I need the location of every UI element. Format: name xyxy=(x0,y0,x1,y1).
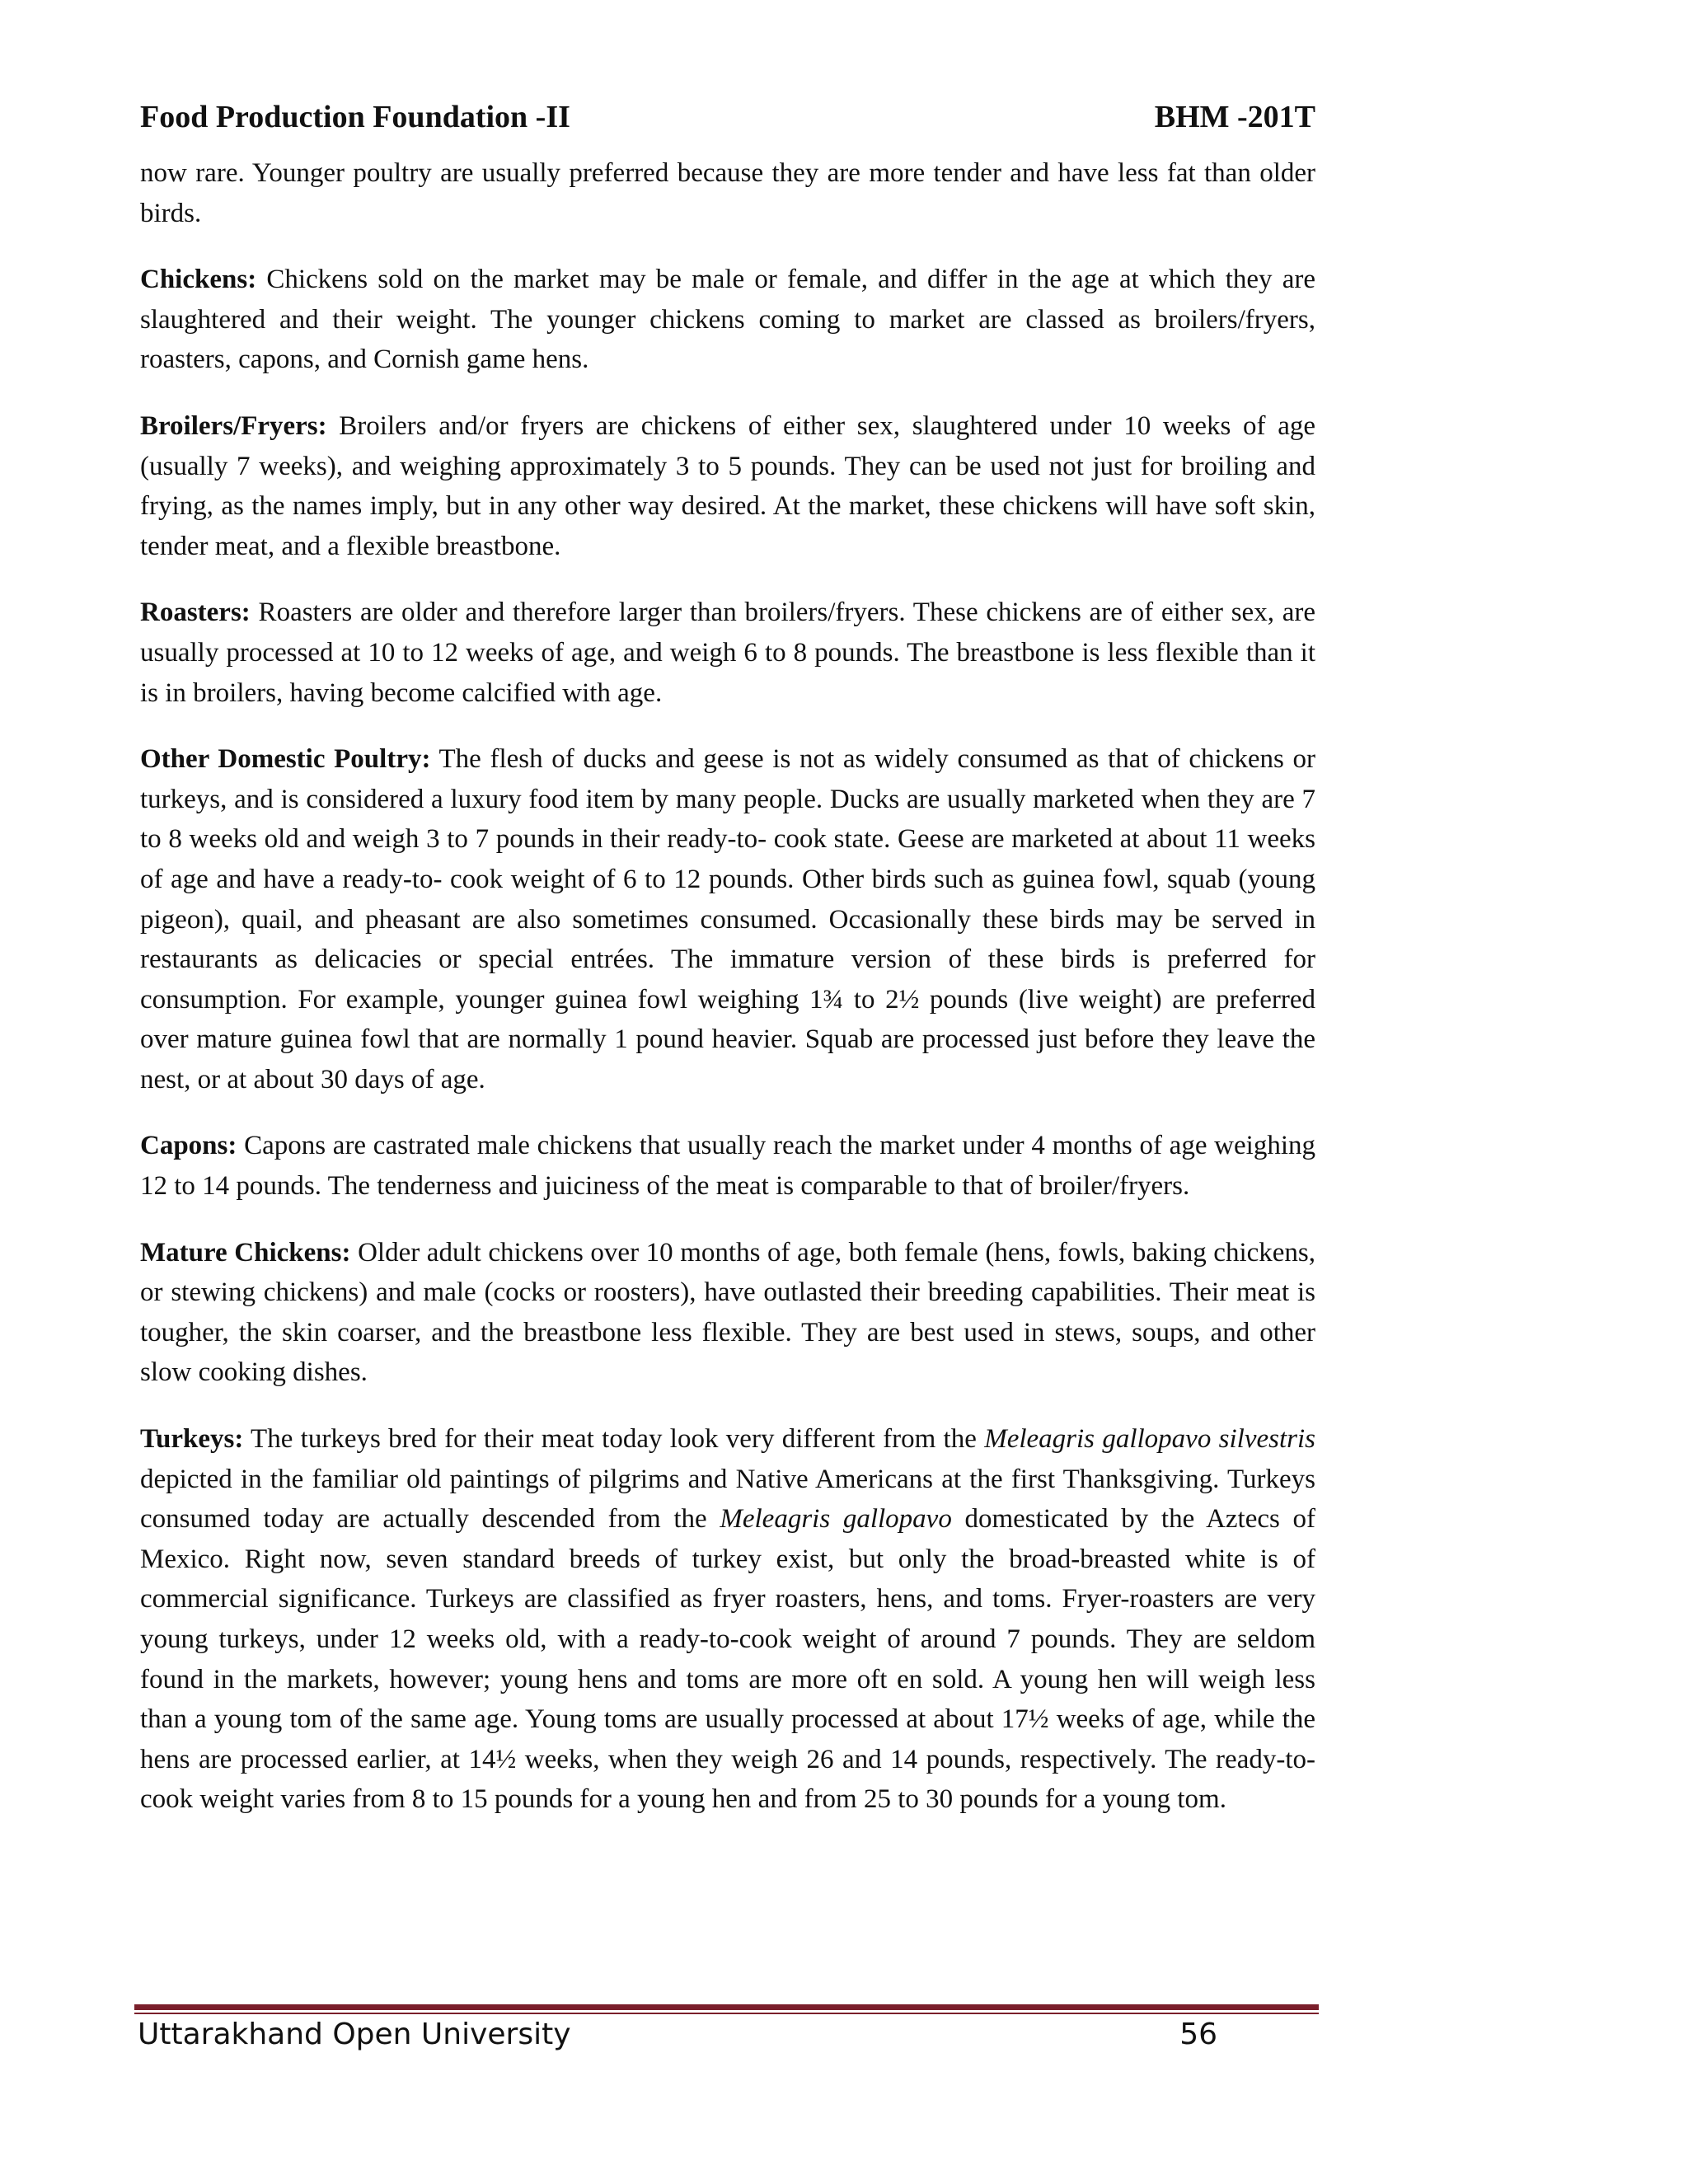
text-roasters: Roasters are older and therefore larger than broilers/fryers. These chickens are of either sex, are usually processed at 10 to 12 weeks of age, and weigh 6 to 8 pounds. The breastbone is less flexible than it is in broilers, having become calcified with age. xyxy=(140,598,1315,708)
intro-paragraph: now rare. Younger poultry are usually preferred because they are more tender and have less fat than older birds. xyxy=(140,158,1315,228)
text-mature-chickens: Older adult chickens over 10 months of age, both female (hens, fowls, baking chickens, or stewing chickens) and male (cocks or roosters), have outlasted their breeding capabilities. Their meat is tougher, the skin coarser, and the breastbone less flexible. They are best used in stews, soups, and other slow cooking dishes. xyxy=(140,1237,1315,1388)
page-footer xyxy=(138,2015,1217,2055)
term-capons: Capons: xyxy=(140,1131,237,1161)
term-roasters: Roasters: xyxy=(140,598,251,628)
page-number: 56 xyxy=(1179,2018,1217,2051)
paragraph-turkeys xyxy=(140,1419,1315,1820)
paragraph-broilers-fryers xyxy=(140,406,1315,566)
text-turkeys-2: depicted in the familiar old paintings of pilgrims and Native Americans at the first Thanksgiving. Turkeys consumed today are actually descended from the xyxy=(140,1464,1315,1535)
term-broilers-fryers: Broilers/Fryers: xyxy=(140,410,327,441)
course-code: BHM -201T xyxy=(1154,100,1315,134)
paragraph-capons xyxy=(140,1126,1315,1206)
text-turkeys-1: The turkeys bred for their meat today look very different from the xyxy=(243,1424,985,1455)
term-mature-chickens: Mature Chickens: xyxy=(140,1237,351,1268)
footer-divider-thick xyxy=(134,2004,1319,2010)
term-chickens: Chickens: xyxy=(140,265,257,295)
course-title: Food Production Foundation -II xyxy=(140,100,570,134)
paragraph-roasters xyxy=(140,593,1315,713)
text-capons: Capons are castrated male chickens that usually reach the market under 4 months of age weighing 12 to 14 pounds. The tenderness and juiciness of the meat is comparable to that of broiler/fryers. xyxy=(140,1131,1315,1202)
footer-divider-thin xyxy=(134,2013,1319,2014)
text-chickens: Chickens sold on the market may be male or female, and differ in the age at which they are slaughtered and their weight. The younger chickens coming to market are classed as broilers/fryers, roasters, capons, and Cornish game hens. xyxy=(140,265,1315,375)
paragraph-chickens xyxy=(140,260,1315,380)
term-turkeys: Turkeys: xyxy=(140,1424,244,1455)
paragraph-mature-chickens xyxy=(140,1233,1315,1393)
scientific-name-2: Meleagris gallopavo xyxy=(720,1504,952,1535)
footer-divider xyxy=(134,2004,1319,2016)
page-header xyxy=(140,97,1315,137)
scientific-name-1: Meleagris gallopavo silvestris xyxy=(984,1424,1315,1455)
institution-name: Uttarakhand Open University xyxy=(138,2018,571,2051)
text-turkeys-3: domesticated by the Aztecs of Mexico. Right now, seven standard breeds of turkey exist, but only the broad-breasted white is of commercial significance. Turkeys are classified as fryer roasters, hens, and toms. Fryer-roasters are very young turkeys, under 12 weeks old, with a ready-to-cook weight of around 7 pounds. They are seldom found in the markets, however; young hens and toms are more oft en sold. A young hen will weigh less than a young tom of the same age. Young toms are usually processed at about 17½ weeks of age, while the hens are processed earlier, at 14½ weeks, when they weigh 26 and 14 pounds, respectively. The ready-to-cook weight varies from 8 to 15 pounds for a young hen and from 25 to 30 pounds for a young tom. xyxy=(140,1504,1315,1815)
document-body xyxy=(140,153,1315,1846)
term-other-domestic-poultry: Other Domestic Poultry: xyxy=(140,744,431,775)
text-broilers-fryers: Broilers and/or fryers are chickens of either sex, slaughtered under 10 weeks of age (usually 7 weeks), and weighing approximately 3 to 5 pounds. They can be used not just for broiling and frying, as the names imply, but in any other way desired. At the market, these chickens will have soft skin, tender meat, and a flexible breastbone. xyxy=(140,410,1315,561)
text-other-domestic-poultry: The flesh of ducks and geese is not as widely consumed as that of chickens or turkeys, and is considered a luxury food item by many people. Ducks are usually marketed when they are 7 to 8 weeks old and weigh 3 to 7 pounds in their ready-to- cook state. Geese are marketed at about 11 weeks of age and have a ready-to- cook weight of 6 to 12 pounds. Other birds such as guinea fowl, squab (young pigeon), quail, and pheasant are also sometimes consumed. Occasionally these birds may be served in restaurants as delicacies or special entrées. The immature version of these birds is preferred for consumption. For example, younger guinea fowl weighing 1¾ to 2½ pounds (live weight) are preferred over mature guinea fowl that are normally 1 pound heavier. Squab are processed just before they leave the nest, or at about 30 days of age. xyxy=(140,744,1315,1094)
paragraph-other-domestic-poultry xyxy=(140,739,1315,1099)
